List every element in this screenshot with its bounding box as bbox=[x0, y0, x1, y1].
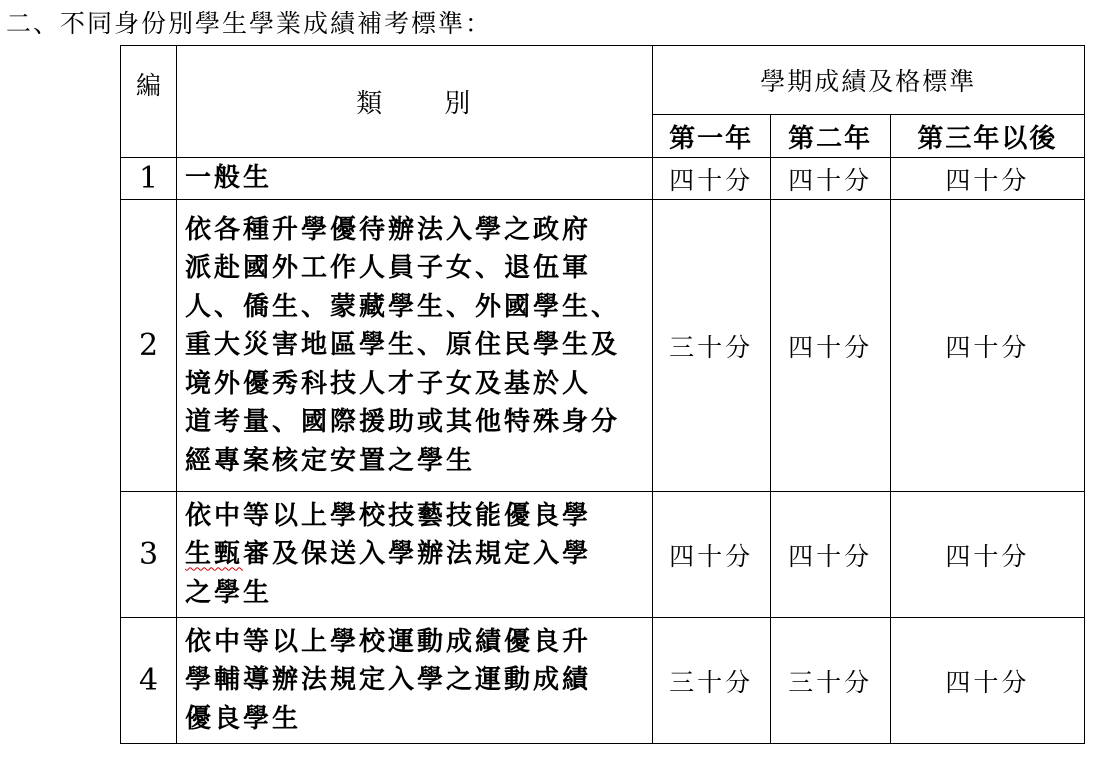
category-line: 人、僑生、蒙藏學生、外國學生、 bbox=[185, 291, 621, 322]
document-heading: 二、不同身份別學生學業成績補考標準： bbox=[6, 9, 493, 38]
header-year2: 第二年 bbox=[770, 115, 890, 158]
category-line: 之學生 bbox=[185, 577, 273, 608]
row-year1-score: 四十分 bbox=[652, 492, 770, 618]
row-number: 1 bbox=[121, 158, 177, 200]
header-category-part2: 別 bbox=[444, 89, 473, 119]
header-category-part1: 類 bbox=[356, 89, 385, 119]
category-line: 一般生 bbox=[185, 163, 273, 194]
row-year3-score: 四十分 bbox=[890, 618, 1084, 744]
category-line: 重大災害地區學生、原住民學生及 bbox=[185, 330, 621, 361]
row-year1-score: 四十分 bbox=[652, 158, 770, 200]
header-passing-standard: 學期成績及格標準 bbox=[652, 46, 1084, 115]
category-line: 優良學生 bbox=[185, 703, 302, 734]
category-line: 經專案核定安置之學生 bbox=[185, 445, 476, 476]
row-year3-score: 四十分 bbox=[890, 200, 1084, 492]
category-line-rest: 審及保送入學辦法規定入學 bbox=[243, 539, 592, 570]
category-line: 學輔導辦法規定入學之運動成績 bbox=[185, 665, 592, 696]
table-row bbox=[121, 618, 1085, 744]
table-row bbox=[121, 158, 1085, 200]
row-category bbox=[177, 618, 652, 744]
category-line: 境外優秀科技人才子女及基於人 bbox=[185, 368, 592, 399]
table-header-row bbox=[121, 46, 1085, 115]
category-line: 道考量、國際援助或其他特殊身分 bbox=[185, 407, 621, 438]
row-category bbox=[177, 200, 652, 492]
header-year3: 第三年以後 bbox=[890, 115, 1084, 158]
category-line-marked-start: 生甄 bbox=[185, 539, 244, 570]
row-year1-score: 三十分 bbox=[652, 618, 770, 744]
header-category bbox=[177, 46, 652, 158]
category-line: 依各種升學優待辦法入學之政府 bbox=[185, 214, 592, 245]
header-year1: 第一年 bbox=[652, 115, 770, 158]
category-line bbox=[185, 535, 651, 574]
row-year2-score: 四十分 bbox=[770, 158, 890, 200]
row-category bbox=[177, 158, 652, 200]
row-number: 2 bbox=[121, 200, 177, 492]
row-category bbox=[177, 492, 652, 618]
category-line: 依中等以上學校技藝技能優良學 bbox=[185, 500, 592, 531]
row-year2-score: 三十分 bbox=[770, 618, 890, 744]
row-number: 4 bbox=[121, 618, 177, 744]
row-year2-score: 四十分 bbox=[770, 492, 890, 618]
header-number: 編 bbox=[121, 46, 177, 158]
row-year3-score: 四十分 bbox=[890, 492, 1084, 618]
category-line: 派赴國外工作人員子女、退伍軍 bbox=[185, 253, 592, 284]
table-row bbox=[121, 200, 1085, 492]
row-number: 3 bbox=[121, 492, 177, 618]
row-year3-score: 四十分 bbox=[890, 158, 1084, 200]
row-year2-score: 四十分 bbox=[770, 200, 890, 492]
table-row bbox=[121, 492, 1085, 618]
row-year1-score: 三十分 bbox=[652, 200, 770, 492]
category-line: 依中等以上學校運動成績優良升 bbox=[185, 626, 592, 657]
makeup-exam-standards-table bbox=[120, 45, 1085, 744]
